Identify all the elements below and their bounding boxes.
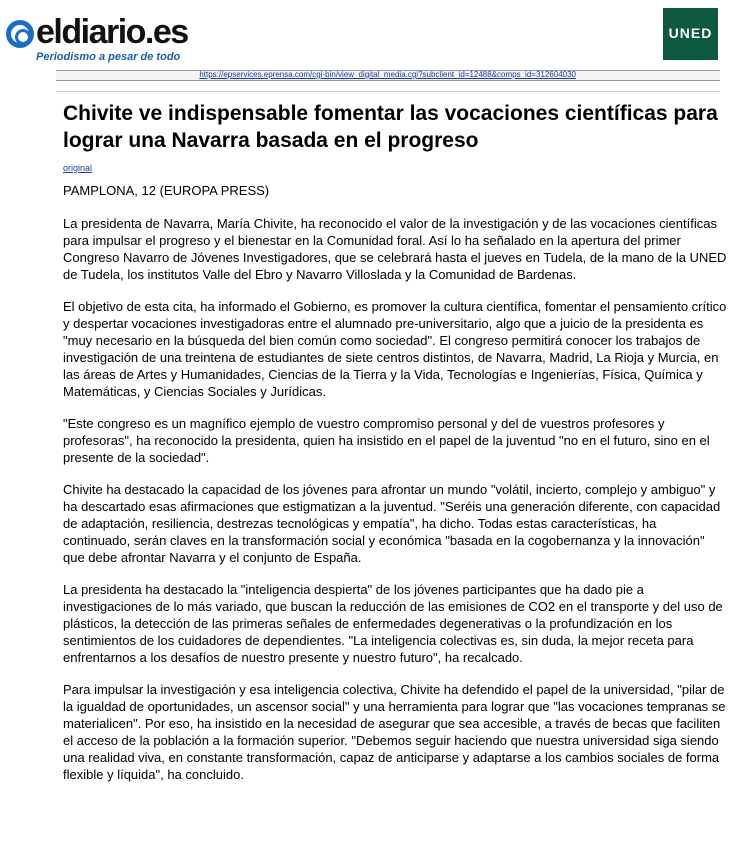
source-url-bar [56,70,720,81]
dateline: PAMPLONA, 12 (EUROPA PRESS) [63,183,270,198]
logo-name: eldiario.es [36,13,188,51]
paragraph-4: Chivite ha destacado la capacidad de los jóvenes para afrontar un mundo "volátil, incierto, complejo y ambiguo" y ha descartado esas afirmaciones que estigmatizan a la juventud. "Seréis una generación diferente, con capacidad de adaptación, resiliencia, destrezas tecnológicas y empatía", ha dicho. Todas estas características, ha continuado, serán claves en la transformación social y económica "basada en la cogobernanza y la innovación" que debe afrontar Navarra y el conjunto de España. [63,482,721,565]
paragraph-3: "Este congreso es un magnífico ejemplo de vuestro compromiso personal y del de vuestros profesores y profesoras", ha reconocido la presidenta, quien ha insistido en el papel de la juventud "no en el futuro, sino en el presente de la sociedad". [63,416,710,465]
uned-logo [663,8,718,60]
paragraph-2: El objetivo de esta cita, ha informado el Gobierno, es promover la cultura científica, fomentar el pensamiento crítico y despertar vocaciones investigadoras entre el alumnado pre-universitario, algo que a juicio de la presidenta es "muy necesario en la búsqueda del bien común como sociedad". El congreso permitirá conocer los trabajos de investigación de una treintena de estudiantes de siete centros distintos, de Navarra, Madrid, La Rioja y Murcia, en las áreas de Artes y Humanidades, Ciencias de la Tierra y la Vida, Tecnologías e Ingenierías, Física, Química y Matemáticas, y Ciencias Sociales y Jurídicas. [63,299,727,399]
divider [56,91,720,92]
uned-logo-text: UNED [668,25,713,41]
paragraph-6: Para impulsar la investigación y esa inteligencia colectiva, Chivite ha defendido el papel de la universidad, "pilar de la igualdad de oportunidades, un ascensor social" y una herramienta para lograr que "las vocaciones tempranas se materialicen". Por eso, ha insistido en la necesidad de asegurar que sea accesible, a través de becas que faciliten el acceso de la población a la formación superior. "Debemos seguir haciendo que nuestra universidad siga siendo una realidad viva, en constante transformación, capaz de anticiparse y adaptarse a los cambios sociales de forma flexible y líquida", ha concluido. [63,682,726,782]
article-body [63,182,727,798]
paragraph-1: La presidenta de Navarra, María Chivite, ha reconocido el valor de la investigación y de las vocaciones científicas para impulsar el progreso y el bienestar en la Comunidad foral. Así lo ha señalado en la apertura del primer Congreso Navarro de Jóvenes Investigadores, que se celebrará hasta el jueves en Tudela, de la mano de la UNED de Tudela, los institutos Valle del Ebro y Navarro Villoslada y la Comunidad de Bardenas. [63,216,727,282]
eldiario-logo[interactable] [6,12,206,62]
logo-tagline: Periodismo a pesar de todo [36,51,181,63]
eldiario-logo-mark-icon [6,20,34,48]
page-header [0,0,750,80]
original-link[interactable]: original [63,163,93,173]
source-url-link[interactable]: https://epservices.eprensa.com/cgi-bin/view_digital_media.cgi?subclient_id=12488&comps_id=312604030 [199,70,576,79]
paragraph-5: La presidenta ha destacado la "inteligencia despierta" de los jóvenes participantes que ha dado pie a investigaciones de lo más variado, que buscan la reducción de las emisiones de CO2 en el transporte y del uso de plásticos, la detección de las primeras señales de enfermedades degenerativas o la profundización en los sentimientos de los cuidadores de dependientes. "La inteligencia colectivas es, sin duda, la mejor receta para enfrentarnos a los desafíos de nuestro presente y nuestro futuro", ha recalcado. [63,582,723,665]
article-title: Chivite ve indispensable fomentar las vocaciones científicas para lograr una Navarra basada en el progreso [63,102,718,152]
